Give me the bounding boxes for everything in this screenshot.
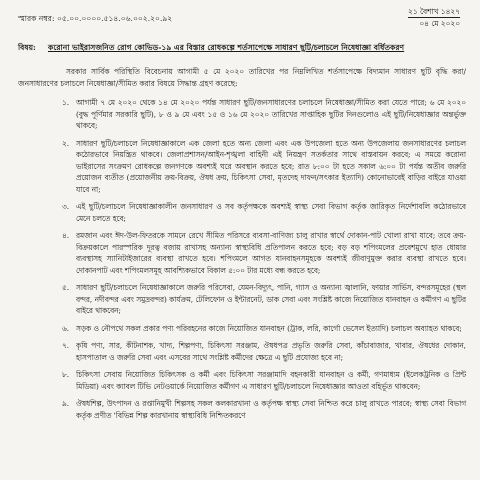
item-number: ৬. <box>62 323 70 333</box>
list-item <box>18 398 466 421</box>
intro-paragraph: সরকার সার্বিক পরিস্থিতি বিবেচনায় আগামী ৫ মে ২০২০ তারিখের পর নিম্নলিখিত শর্তসাপেক্ষে বিদ্যমান সাধারণ ছুটি বৃদ্ধি করা/জনসাধারণের চলাচলে নিষেধাজ্ঞা/সীমিত করার বিষয়ে সিদ্ধান্ত গ্রহণ করেছে: <box>18 67 466 88</box>
item-number: ৫. <box>62 283 70 293</box>
list-item <box>18 230 466 276</box>
item-number: ৩. <box>62 202 70 212</box>
list-item <box>18 201 466 224</box>
date-gregorian: ০৪ মে ২০২০ <box>408 17 460 29</box>
reference-row <box>18 6 466 36</box>
item-text: রমজান এবং ঈদ-উল-ফিতরকে সামনে রেখে সীমিত পরিসরে ব্যবসা-বাণিজ্য চালু রাখার স্বার্থে দোকান-পাট খোলা রাখা যাবে; তবে ক্রয়-বিক্রয়কালে পারস্পরিক দূরত্ব বজায় রাখাসহ অন্যান্য স্বাস্থ্যবিধি প্রতিপালন করতে হবে; বড় বড় শপিংমলের প্রবেশমুখে হাত ধোয়ার ব্যবস্থাসহ স্যানিটাইজারের ব্যবস্থা রাখতে হবে। শপিংমলে আগত যানবাহনসমূহকে অবশ্যই জীবাণুমুক্ত করার ব্যবস্থা রাখতে হবে। দোকানপাট এবং শপিংমলসমূহ আবশ্যিকভাবে বিকাল ৫:০০ টার মধ্যে বন্ধ করতে হবে; <box>76 231 466 275</box>
item-text: সড়ক ও নৌপথে সকল প্রকার পণ্য পরিবহনের কাজে নিয়োজিত যানবাহন (ট্রাক, লরি, কার্গো ভেসেল ইত্যাদি) চলাচল অব্যাহত থাকবে; <box>76 323 462 333</box>
list-item <box>18 97 466 132</box>
date-block <box>408 6 460 29</box>
subject-row <box>18 42 466 53</box>
subject-label: বিষয়: <box>18 43 36 52</box>
list-item <box>18 282 466 317</box>
item-text: সাধারণ ছুটি/চলাচলে নিষেধাজ্ঞাকালে জরুরি পরিসেবা, যেমন-বিদ্যুৎ, পানি, গ্যাস ও অন্যান্য জ্বালানি, ফায়ার সার্ভিস, বন্দরসমূহের (স্থল বন্দর, নদীবন্দর এবং সমুদ্রবন্দর) কার্যক্রম, টেলিফোন ও ইন্টারনেট, ডাক সেবা এবং সংশ্লিষ্ট কাজে নিয়োজিত যানবাহন ও কর্মীগণ এ ছুটির বাইরে থাকবেন; <box>76 283 466 316</box>
item-text: চিকিৎসা সেবায় নিয়োজিত চিকিৎসক ও কর্মী এবং চিকিৎসা সরঞ্জামাদি বহনকারী যানবাহন ও কর্মী, গণমাধ্যম (ইলেকট্রনিক ও প্রিন্ট মিডিয়া) এবং ক্যাবল টিভি নেটওয়ার্কে নিয়োজিত কর্মীগণ এ সাধারণ ছুটি/চলাচলে নিষেধাজ্ঞার আওতা বহির্ভূত থাকবেন; <box>76 370 466 391</box>
item-text: এই ছুটি/চলাচলে নিষেধাজ্ঞাকালীন জনসাধারণ ও সব কর্তৃপক্ষকে অবশ্যই স্বাস্থ্য সেবা বিভাগ কর্তৃক জারিকৃত নির্দেশাবলি কঠোরভাবে মেনে চলতে হবে; <box>76 202 466 223</box>
item-text: ঔষধশিল্প, উৎপাদন ও রপ্তানিমুখী শিল্পসহ সকল কলকারখানা ও কর্তৃপক্ষ স্বাস্থ্য সেবা নিশ্চিত করে চালু রাখতে পারবে; স্বাস্থ্য সেবা বিভাগ কর্তৃক প্রণীত 'বিভিন্ন শিল্প কারখানায় স্বাস্থ্যবিধি নিশ্চিতকরণে <box>76 399 466 420</box>
list-item <box>18 323 466 335</box>
item-number: ১. <box>62 98 70 108</box>
item-text: কৃষি পণ্য, সার, কীটনাশক, খাদ্য, শিল্পপণ্য, চিকিৎসা সরঞ্জাম, ঔষধপত্র প্রভৃতি জরুরি সেবা, কাঁচাবাজার, খাবার, ঔষধের দোকান, হাসপাতাল ও জরুরি সেবা এবং এসবের সাথে সংশ্লিষ্ট কর্মীদের ক্ষেত্রে এ ছুটি প্রযোজ্য হবে না; <box>76 341 466 362</box>
item-text: সাধারণ ছুটি/চলাচলে নিষেধাজ্ঞাকালে এক জেলা হতে অন্য জেলা এবং এক উপজেলা হতে অন্য উপজেলায় জনসাধারণের চলাচল কঠোরভাবে নিয়ন্ত্রিত থাকবে। জেলাপ্রশাসন/আইন-শৃঙ্খলা বাহিনী এই নিয়ন্ত্রণ সতর্কতার সাথে বাস্তবায়ন করবে; এ সময়ে করোনা ভাইরাসের সংক্রমণ রোধকল্পে জনগণকে অবশ্যই ঘরে অবস্থান করতে হবে; রাত ৮:০০ টা হতে সকাল ৬:০০ টা পর্যন্ত অতীব জরুরি প্রয়োজন ব্যতীত (প্রয়োজনীয় ক্রয়-বিক্রয়, ঔষধ ক্রয়, চিকিৎসা সেবা, মৃতদেহ দাফন/সৎকার ইত্যাদি) কোনোভাবেই বাড়ির বাইরে যাওয়া যাবে না; <box>76 138 466 194</box>
date-bengali: ২১ বৈশাখ ১৪২৭ <box>408 7 460 16</box>
decision-list <box>18 97 466 421</box>
list-item <box>18 340 466 363</box>
list-item <box>18 369 466 392</box>
list-item <box>18 138 466 196</box>
item-text: আগামী ৭ মে ২০২০ থেকে ১৪ মে ২০২০ পর্যন্ত সাধারণ ছুটি/জনসাধারণের চলাচলে নিষেধাজ্ঞা/সীমিত করা যেতে পারে; ৬ মে ২০২০ (বুদ্ধ পূর্ণিমার সরকারি ছুটি), ৮ ও ৯ মে এবং ১৫ ও ১৬ মে ২০২০ তারিখের সাপ্তাহিক ছুটির দিনগুলোও এই ছুটি/নিষেধাজ্ঞার অন্তর্ভুক্ত থাকবে; <box>76 98 466 131</box>
item-number: ৪. <box>62 231 70 241</box>
item-number: ৮. <box>62 370 70 380</box>
item-number: ৭. <box>62 341 70 351</box>
reference-number: স্মারক নম্বর: ০৫.০০.০০০০.৫১৪.০৬.০০২.২০.৯২ <box>18 14 173 23</box>
item-number: ২. <box>62 138 70 148</box>
subject-text: করোনা ভাইরাসজনিত রোগ কোভিড-১৯ এর বিস্তার রোধকল্পে শর্তসাপেক্ষে সাধারণ ছুটি/চলাচলে নিষেধাজ্ঞা বর্ধিতকরণ <box>48 43 405 52</box>
item-number: ৯. <box>62 399 70 409</box>
